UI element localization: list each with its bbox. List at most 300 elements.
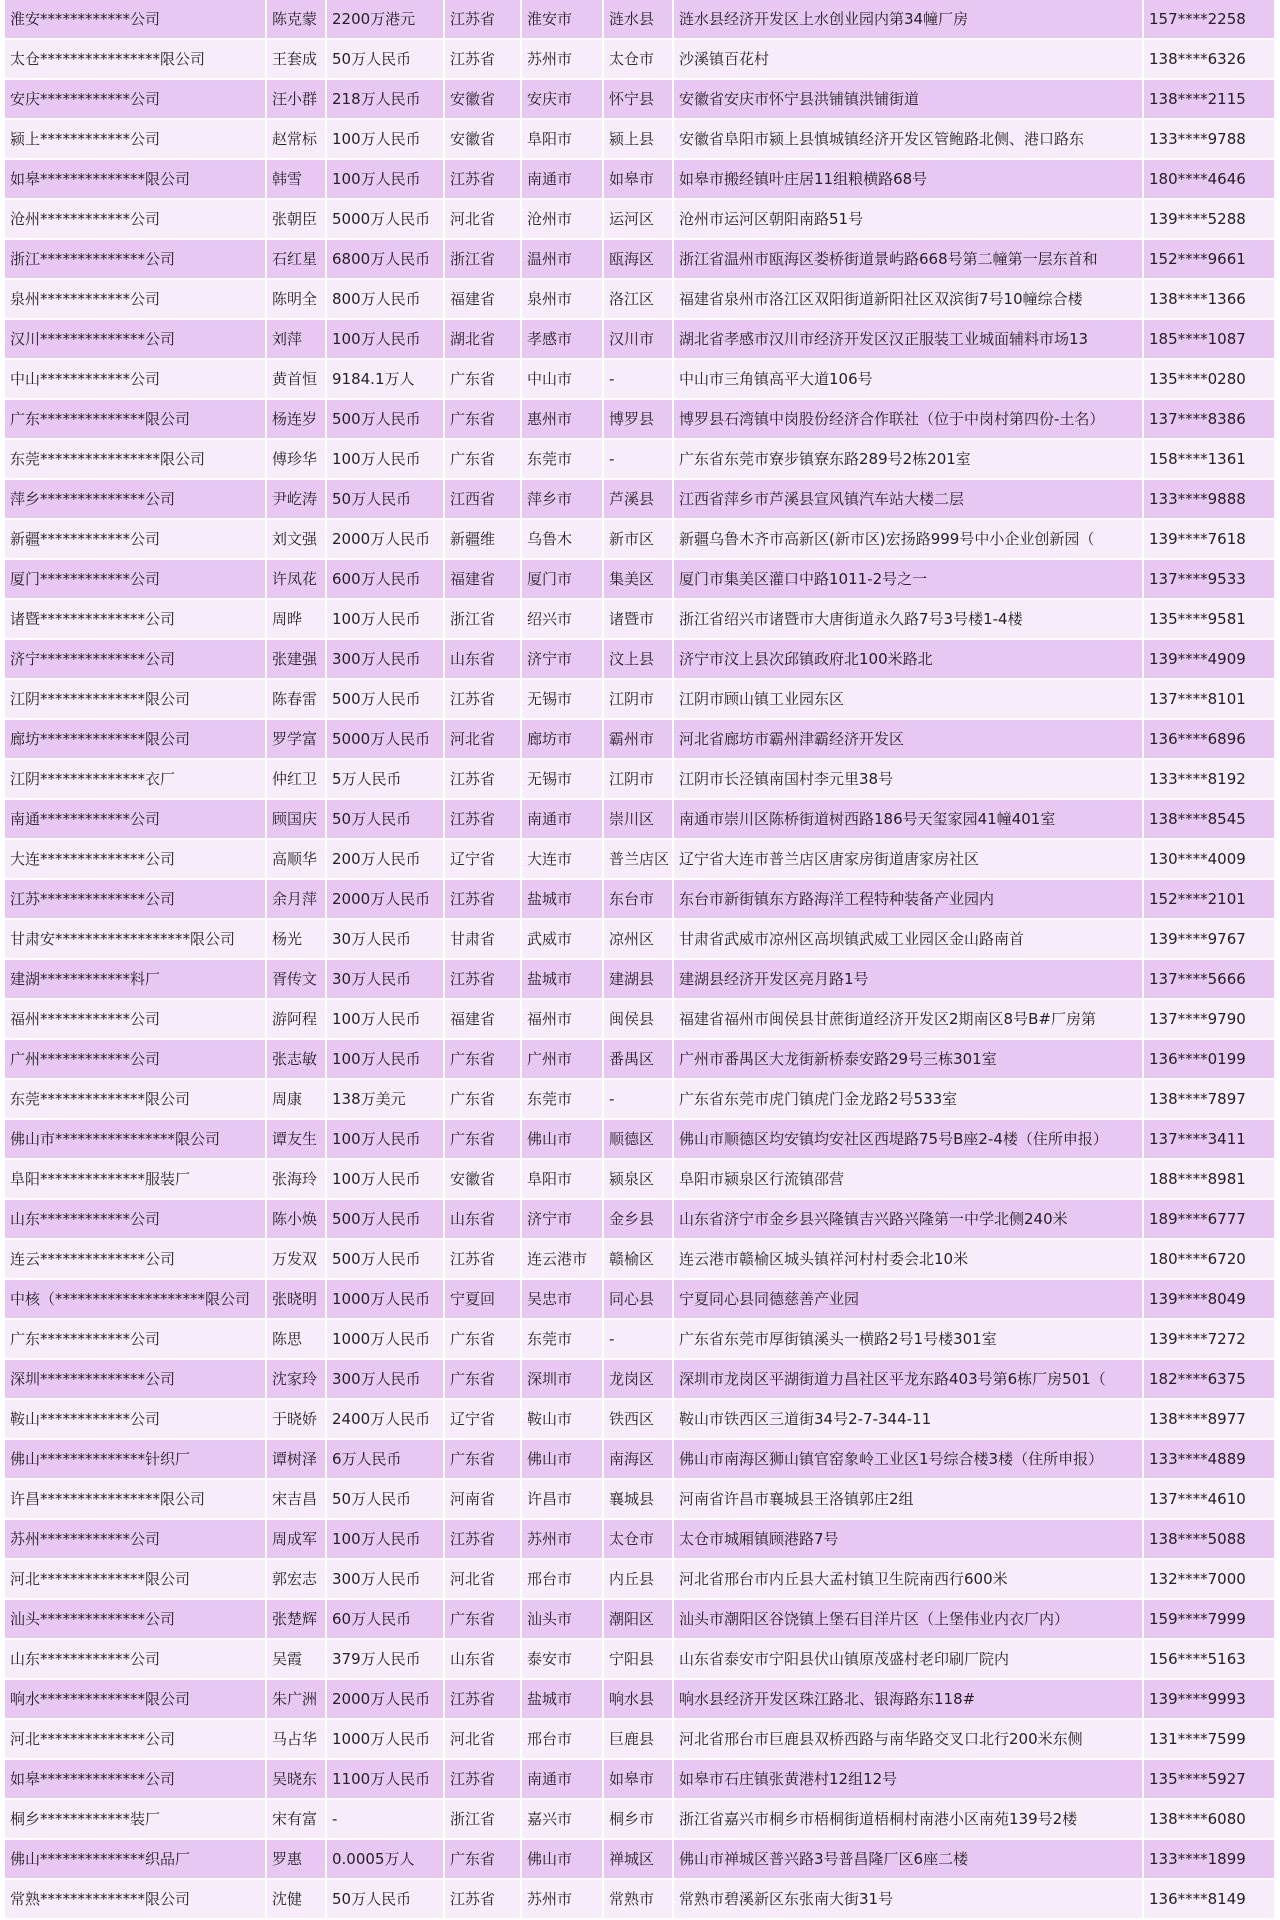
city-cell: 苏州市 [521, 1519, 603, 1559]
address-cell: 响水县经济开发区珠江路北、银海路东118# [673, 1679, 1143, 1719]
district-cell: 禅城区 [603, 1839, 673, 1879]
table-row [5, 1839, 1275, 1879]
capital-cell: 60万人民币 [326, 1599, 444, 1639]
address-cell: 福建省泉州市洛江区双阳街道新阳社区双滨街7号10幢综合楼 [673, 279, 1143, 319]
district-cell: 龙岗区 [603, 1359, 673, 1399]
company-name-cell: 廊坊**************限公司 [5, 719, 266, 759]
city-cell: 鞍山市 [521, 1399, 603, 1439]
province-cell: 江苏省 [444, 1519, 521, 1559]
district-cell: 瓯海区 [603, 239, 673, 279]
district-cell: 赣榆区 [603, 1239, 673, 1279]
table-row [5, 359, 1275, 399]
company-name-cell: 东莞****************限公司 [5, 439, 266, 479]
address-cell: 安徽省安庆市怀宁县洪铺镇洪铺街道 [673, 79, 1143, 119]
table-row [5, 679, 1275, 719]
company-name-cell: 沧州************公司 [5, 199, 266, 239]
company-name-cell: 广州************公司 [5, 1039, 266, 1079]
district-cell: 怀宁县 [603, 79, 673, 119]
capital-cell: 50万人民币 [326, 1479, 444, 1519]
company-name-cell: 江阴**************衣厂 [5, 759, 266, 799]
province-cell: 安徽省 [444, 79, 521, 119]
table-row [5, 599, 1275, 639]
address-cell: 佛山市顺德区均安镇均安社区西堤路75号B座2-4楼（住所申报） [673, 1119, 1143, 1159]
table-row [5, 1799, 1275, 1839]
legal-rep-cell: 尹屹涛 [266, 479, 326, 519]
phone-cell: 139****9767 [1143, 919, 1275, 959]
phone-cell: 133****1899 [1143, 1839, 1275, 1879]
phone-cell: 156****5163 [1143, 1639, 1275, 1679]
company-name-cell: 许昌****************限公司 [5, 1479, 266, 1519]
city-cell: 邢台市 [521, 1719, 603, 1759]
phone-cell: 182****6375 [1143, 1359, 1275, 1399]
province-cell: 辽宁省 [444, 1399, 521, 1439]
legal-rep-cell: 谭树泽 [266, 1439, 326, 1479]
company-name-cell: 河北**************公司 [5, 1719, 266, 1759]
legal-rep-cell: 沈家玲 [266, 1359, 326, 1399]
legal-rep-cell: 谭友生 [266, 1119, 326, 1159]
province-cell: 广东省 [444, 1359, 521, 1399]
legal-rep-cell: 万发双 [266, 1239, 326, 1279]
table-row [5, 1639, 1275, 1679]
company-name-cell: 江阴**************限公司 [5, 679, 266, 719]
phone-cell: 131****7599 [1143, 1719, 1275, 1759]
province-cell: 河北省 [444, 719, 521, 759]
capital-cell: 200万人民币 [326, 839, 444, 879]
phone-cell: 137****4610 [1143, 1479, 1275, 1519]
phone-cell: 138****6326 [1143, 39, 1275, 79]
city-cell: 福州市 [521, 999, 603, 1039]
legal-rep-cell: 周晔 [266, 599, 326, 639]
address-cell: 济宁市汶上县次邱镇政府北100米路北 [673, 639, 1143, 679]
city-cell: 广州市 [521, 1039, 603, 1079]
legal-rep-cell: 胥传文 [266, 959, 326, 999]
district-cell: 如皋市 [603, 159, 673, 199]
address-cell: 常熟市碧溪新区东张南大街31号 [673, 1879, 1143, 1919]
phone-cell: 130****4009 [1143, 839, 1275, 879]
address-cell: 河北省廊坊市霸州津霸经济开发区 [673, 719, 1143, 759]
address-cell: 阜阳市颍泉区行流镇邵营 [673, 1159, 1143, 1199]
city-cell: 武威市 [521, 919, 603, 959]
district-cell: - [603, 359, 673, 399]
address-cell: 太仓市城厢镇顾港路7号 [673, 1519, 1143, 1559]
legal-rep-cell: 罗惠 [266, 1839, 326, 1879]
company-name-cell: 东莞**************限公司 [5, 1079, 266, 1119]
district-cell: 南海区 [603, 1439, 673, 1479]
address-cell: 河北省邢台市巨鹿县双桥西路与南华路交叉口北行200米东侧 [673, 1719, 1143, 1759]
province-cell: 江苏省 [444, 799, 521, 839]
table-row [5, 439, 1275, 479]
address-cell: 广东省东莞市厚街镇溪头一横路2号1号楼301室 [673, 1319, 1143, 1359]
address-cell: 南通市崇川区陈桥街道树西路186号天玺家园41幢401室 [673, 799, 1143, 839]
city-cell: 南通市 [521, 799, 603, 839]
legal-rep-cell: 吴霞 [266, 1639, 326, 1679]
capital-cell: 2000万人民币 [326, 1679, 444, 1719]
district-cell: 内丘县 [603, 1559, 673, 1599]
city-cell: 沧州市 [521, 199, 603, 239]
capital-cell: 300万人民币 [326, 1559, 444, 1599]
city-cell: 盐城市 [521, 1679, 603, 1719]
company-name-cell: 苏州************公司 [5, 1519, 266, 1559]
company-name-cell: 广东************公司 [5, 1319, 266, 1359]
legal-rep-cell: 杨连岁 [266, 399, 326, 439]
district-cell: 新市区 [603, 519, 673, 559]
table-row [5, 1439, 1275, 1479]
city-cell: 盐城市 [521, 879, 603, 919]
city-cell: 许昌市 [521, 1479, 603, 1519]
city-cell: 济宁市 [521, 1199, 603, 1239]
capital-cell: 50万人民币 [326, 1879, 444, 1919]
city-cell: 温州市 [521, 239, 603, 279]
address-cell: 博罗县石湾镇中岗股份经济合作联社（位于中岗村第四份-土名） [673, 399, 1143, 439]
table-row [5, 1559, 1275, 1599]
district-cell: 常熟市 [603, 1879, 673, 1919]
city-cell: 苏州市 [521, 1879, 603, 1919]
capital-cell: 500万人民币 [326, 1199, 444, 1239]
phone-cell: 137****9533 [1143, 559, 1275, 599]
capital-cell: 100万人民币 [326, 599, 444, 639]
district-cell: 涟水县 [603, 0, 673, 39]
phone-cell: 133****4889 [1143, 1439, 1275, 1479]
address-cell: 连云港市赣榆区城头镇祥河村村委会北10米 [673, 1239, 1143, 1279]
province-cell: 江苏省 [444, 1239, 521, 1279]
phone-cell: 138****7897 [1143, 1079, 1275, 1119]
capital-cell: 50万人民币 [326, 479, 444, 519]
province-cell: 湖北省 [444, 319, 521, 359]
phone-cell: 139****4909 [1143, 639, 1275, 679]
district-cell: 江阴市 [603, 679, 673, 719]
capital-cell: 1100万人民币 [326, 1759, 444, 1799]
capital-cell: 500万人民币 [326, 399, 444, 439]
table-row [5, 119, 1275, 159]
capital-cell: 6万人民币 [326, 1439, 444, 1479]
address-cell: 河北省邢台市内丘县大孟村镇卫生院南西行600米 [673, 1559, 1143, 1599]
legal-rep-cell: 张朝臣 [266, 199, 326, 239]
city-cell: 萍乡市 [521, 479, 603, 519]
company-name-cell: 深圳**************公司 [5, 1359, 266, 1399]
company-table-container [5, 0, 1275, 1920]
province-cell: 河北省 [444, 199, 521, 239]
company-name-cell: 响水**************限公司 [5, 1679, 266, 1719]
company-name-cell: 连云**************公司 [5, 1239, 266, 1279]
legal-rep-cell: 刘萍 [266, 319, 326, 359]
address-cell: 甘肃省武威市凉州区高坝镇武威工业园区金山路南首 [673, 919, 1143, 959]
capital-cell: 6800万人民币 [326, 239, 444, 279]
company-name-cell: 河北**************限公司 [5, 1559, 266, 1599]
province-cell: 甘肃省 [444, 919, 521, 959]
address-cell: 江西省萍乡市芦溪县宣风镇汽车站大楼二层 [673, 479, 1143, 519]
legal-rep-cell: 张建强 [266, 639, 326, 679]
phone-cell: 139****9993 [1143, 1679, 1275, 1719]
company-name-cell: 广东**************限公司 [5, 399, 266, 439]
capital-cell: 100万人民币 [326, 119, 444, 159]
legal-rep-cell: 刘文强 [266, 519, 326, 559]
city-cell: 泉州市 [521, 279, 603, 319]
capital-cell: 300万人民币 [326, 639, 444, 679]
city-cell: 佛山市 [521, 1439, 603, 1479]
address-cell: 山东省泰安市宁阳县伏山镇原茂盛村老印刷厂院内 [673, 1639, 1143, 1679]
legal-rep-cell: 张海玲 [266, 1159, 326, 1199]
legal-rep-cell: 余月萍 [266, 879, 326, 919]
table-row [5, 1279, 1275, 1319]
district-cell: 同心县 [603, 1279, 673, 1319]
table-row [5, 519, 1275, 559]
company-name-cell: 建湖************料厂 [5, 959, 266, 999]
province-cell: 福建省 [444, 999, 521, 1039]
phone-cell: 135****9581 [1143, 599, 1275, 639]
city-cell: 南通市 [521, 159, 603, 199]
table-row [5, 159, 1275, 199]
table-row [5, 639, 1275, 679]
address-cell: 佛山市南海区狮山镇官窑象岭工业区1号综合楼3楼（住所申报） [673, 1439, 1143, 1479]
province-cell: 浙江省 [444, 1799, 521, 1839]
address-cell: 安徽省阜阳市颍上县慎城镇经济开发区管鲍路北侧、港口路东 [673, 119, 1143, 159]
city-cell: 嘉兴市 [521, 1799, 603, 1839]
table-row [5, 799, 1275, 839]
phone-cell: 139****7272 [1143, 1319, 1275, 1359]
capital-cell: 50万人民币 [326, 799, 444, 839]
company-name-cell: 诸暨**************公司 [5, 599, 266, 639]
city-cell: 大连市 [521, 839, 603, 879]
province-cell: 山东省 [444, 1639, 521, 1679]
table-row [5, 1879, 1275, 1919]
company-name-cell: 汉川**************公司 [5, 319, 266, 359]
city-cell: 东莞市 [521, 1319, 603, 1359]
phone-cell: 138****1366 [1143, 279, 1275, 319]
province-cell: 安徽省 [444, 1159, 521, 1199]
company-name-cell: 桐乡************装厂 [5, 1799, 266, 1839]
district-cell: 普兰店区 [603, 839, 673, 879]
phone-cell: 137****8386 [1143, 399, 1275, 439]
legal-rep-cell: 张楚辉 [266, 1599, 326, 1639]
province-cell: 山东省 [444, 639, 521, 679]
province-cell: 江苏省 [444, 1759, 521, 1799]
province-cell: 广东省 [444, 1319, 521, 1359]
province-cell: 广东省 [444, 1839, 521, 1879]
company-name-cell: 厦门************公司 [5, 559, 266, 599]
phone-cell: 139****8049 [1143, 1279, 1275, 1319]
capital-cell: 1000万人民币 [326, 1319, 444, 1359]
phone-cell: 152****2101 [1143, 879, 1275, 919]
province-cell: 广东省 [444, 1599, 521, 1639]
legal-rep-cell: 周康 [266, 1079, 326, 1119]
city-cell: 邢台市 [521, 1559, 603, 1599]
table-row [5, 839, 1275, 879]
table-row [5, 1519, 1275, 1559]
phone-cell: 139****5288 [1143, 199, 1275, 239]
capital-cell: 2200万港元 [326, 0, 444, 39]
address-cell: 中山市三角镇高平大道106号 [673, 359, 1143, 399]
company-name-cell: 新疆************公司 [5, 519, 266, 559]
legal-rep-cell: 石红星 [266, 239, 326, 279]
district-cell: 宁阳县 [603, 1639, 673, 1679]
city-cell: 深圳市 [521, 1359, 603, 1399]
table-row [5, 559, 1275, 599]
district-cell: 巨鹿县 [603, 1719, 673, 1759]
district-cell: 洛江区 [603, 279, 673, 319]
province-cell: 广东省 [444, 1079, 521, 1119]
capital-cell: - [326, 1799, 444, 1839]
city-cell: 南通市 [521, 1759, 603, 1799]
city-cell: 苏州市 [521, 39, 603, 79]
address-cell: 佛山市禅城区普兴路3号普昌隆厂区6座二楼 [673, 1839, 1143, 1879]
legal-rep-cell: 韩雪 [266, 159, 326, 199]
district-cell: - [603, 439, 673, 479]
capital-cell: 500万人民币 [326, 679, 444, 719]
company-name-cell: 山东************公司 [5, 1199, 266, 1239]
phone-cell: 180****6720 [1143, 1239, 1275, 1279]
district-cell: 崇川区 [603, 799, 673, 839]
district-cell: 博罗县 [603, 399, 673, 439]
address-cell: 厦门市集美区灌口中路1011-2号之一 [673, 559, 1143, 599]
address-cell: 如皋市搬经镇叶庄居11组粮横路68号 [673, 159, 1143, 199]
legal-rep-cell: 傅珍华 [266, 439, 326, 479]
district-cell: 凉州区 [603, 919, 673, 959]
province-cell: 广东省 [444, 359, 521, 399]
province-cell: 江苏省 [444, 679, 521, 719]
legal-rep-cell: 陈克蒙 [266, 0, 326, 39]
phone-cell: 133****9788 [1143, 119, 1275, 159]
address-cell: 沙溪镇百花村 [673, 39, 1143, 79]
legal-rep-cell: 朱广洲 [266, 1679, 326, 1719]
city-cell: 厦门市 [521, 559, 603, 599]
city-cell: 无锡市 [521, 759, 603, 799]
district-cell: 汶上县 [603, 639, 673, 679]
capital-cell: 30万人民币 [326, 919, 444, 959]
province-cell: 福建省 [444, 279, 521, 319]
province-cell: 广东省 [444, 1119, 521, 1159]
capital-cell: 138万美元 [326, 1079, 444, 1119]
table-row [5, 1679, 1275, 1719]
table-row [5, 999, 1275, 1039]
city-cell: 安庆市 [521, 79, 603, 119]
legal-rep-cell: 汪小群 [266, 79, 326, 119]
province-cell: 新疆维 [444, 519, 521, 559]
company-name-cell: 安庆************公司 [5, 79, 266, 119]
legal-rep-cell: 杨光 [266, 919, 326, 959]
city-cell: 绍兴市 [521, 599, 603, 639]
legal-rep-cell: 罗学富 [266, 719, 326, 759]
address-cell: 东台市新街镇东方路海洋工程特种装备产业园内 [673, 879, 1143, 919]
province-cell: 江苏省 [444, 39, 521, 79]
district-cell: 太仓市 [603, 39, 673, 79]
company-name-cell: 山东************公司 [5, 1639, 266, 1679]
company-name-cell: 淮安************公司 [5, 0, 266, 39]
province-cell: 江苏省 [444, 759, 521, 799]
province-cell: 山东省 [444, 1199, 521, 1239]
district-cell: 闽侯县 [603, 999, 673, 1039]
district-cell: - [603, 1319, 673, 1359]
district-cell: 襄城县 [603, 1479, 673, 1519]
table-row [5, 1079, 1275, 1119]
company-name-cell: 南通************公司 [5, 799, 266, 839]
address-cell: 广东省东莞市虎门镇虎门金龙路2号533室 [673, 1079, 1143, 1119]
city-cell: 惠州市 [521, 399, 603, 439]
phone-cell: 133****8192 [1143, 759, 1275, 799]
address-cell: 如皋市石庄镇张黄港村12组12号 [673, 1759, 1143, 1799]
phone-cell: 158****1361 [1143, 439, 1275, 479]
table-row [5, 1359, 1275, 1399]
company-name-cell: 鞍山************公司 [5, 1399, 266, 1439]
province-cell: 安徽省 [444, 119, 521, 159]
district-cell: 响水县 [603, 1679, 673, 1719]
capital-cell: 218万人民币 [326, 79, 444, 119]
address-cell: 浙江省嘉兴市桐乡市梧桐街道梧桐村南港小区南苑139号2楼 [673, 1799, 1143, 1839]
capital-cell: 100万人民币 [326, 999, 444, 1039]
address-cell: 山东省济宁市金乡县兴隆镇吉兴路兴隆第一中学北侧240米 [673, 1199, 1143, 1239]
company-name-cell: 中山************公司 [5, 359, 266, 399]
company-name-cell: 汕头**************公司 [5, 1599, 266, 1639]
address-cell: 深圳市龙岗区平湖街道力昌社区平龙东路403号第6栋厂房501（ [673, 1359, 1143, 1399]
phone-cell: 157****2258 [1143, 0, 1275, 39]
phone-cell: 138****6080 [1143, 1799, 1275, 1839]
address-cell: 浙江省绍兴市诸暨市大唐街道永久路7号3号楼1-4楼 [673, 599, 1143, 639]
capital-cell: 50万人民币 [326, 39, 444, 79]
table-row [5, 319, 1275, 359]
company-name-cell: 大连**************公司 [5, 839, 266, 879]
legal-rep-cell: 张晓明 [266, 1279, 326, 1319]
table-row [5, 39, 1275, 79]
city-cell: 佛山市 [521, 1839, 603, 1879]
district-cell: 颍泉区 [603, 1159, 673, 1199]
legal-rep-cell: 于晓娇 [266, 1399, 326, 1439]
table-row [5, 1759, 1275, 1799]
capital-cell: 5000万人民币 [326, 199, 444, 239]
province-cell: 广东省 [444, 439, 521, 479]
legal-rep-cell: 仲红卫 [266, 759, 326, 799]
capital-cell: 800万人民币 [326, 279, 444, 319]
table-row [5, 1599, 1275, 1639]
district-cell: 诸暨市 [603, 599, 673, 639]
province-cell: 河北省 [444, 1719, 521, 1759]
city-cell: 中山市 [521, 359, 603, 399]
phone-cell: 135****5927 [1143, 1759, 1275, 1799]
legal-rep-cell: 沈健 [266, 1879, 326, 1919]
legal-rep-cell: 高顺华 [266, 839, 326, 879]
province-cell: 江苏省 [444, 1679, 521, 1719]
address-cell: 广东省东莞市寮步镇寮东路289号2栋201室 [673, 439, 1143, 479]
province-cell: 江苏省 [444, 159, 521, 199]
province-cell: 广东省 [444, 399, 521, 439]
district-cell: 太仓市 [603, 1519, 673, 1559]
phone-cell: 137****9790 [1143, 999, 1275, 1039]
table-row [5, 239, 1275, 279]
legal-rep-cell: 黄首恒 [266, 359, 326, 399]
province-cell: 江苏省 [444, 0, 521, 39]
city-cell: 济宁市 [521, 639, 603, 679]
city-cell: 淮安市 [521, 0, 603, 39]
table-row [5, 479, 1275, 519]
city-cell: 阜阳市 [521, 1159, 603, 1199]
phone-cell: 180****4646 [1143, 159, 1275, 199]
legal-rep-cell: 陈明全 [266, 279, 326, 319]
phone-cell: 139****7618 [1143, 519, 1275, 559]
province-cell: 江苏省 [444, 879, 521, 919]
legal-rep-cell: 张志敏 [266, 1039, 326, 1079]
phone-cell: 136****0199 [1143, 1039, 1275, 1079]
legal-rep-cell: 陈小焕 [266, 1199, 326, 1239]
phone-cell: 138****5088 [1143, 1519, 1275, 1559]
table-row [5, 1039, 1275, 1079]
capital-cell: 300万人民币 [326, 1359, 444, 1399]
province-cell: 江苏省 [444, 959, 521, 999]
province-cell: 辽宁省 [444, 839, 521, 879]
province-cell: 宁夏回 [444, 1279, 521, 1319]
phone-cell: 137****8101 [1143, 679, 1275, 719]
city-cell: 连云港市 [521, 1239, 603, 1279]
company-name-cell: 如皋**************限公司 [5, 159, 266, 199]
district-cell: 汉川市 [603, 319, 673, 359]
capital-cell: 9184.1万人 [326, 359, 444, 399]
